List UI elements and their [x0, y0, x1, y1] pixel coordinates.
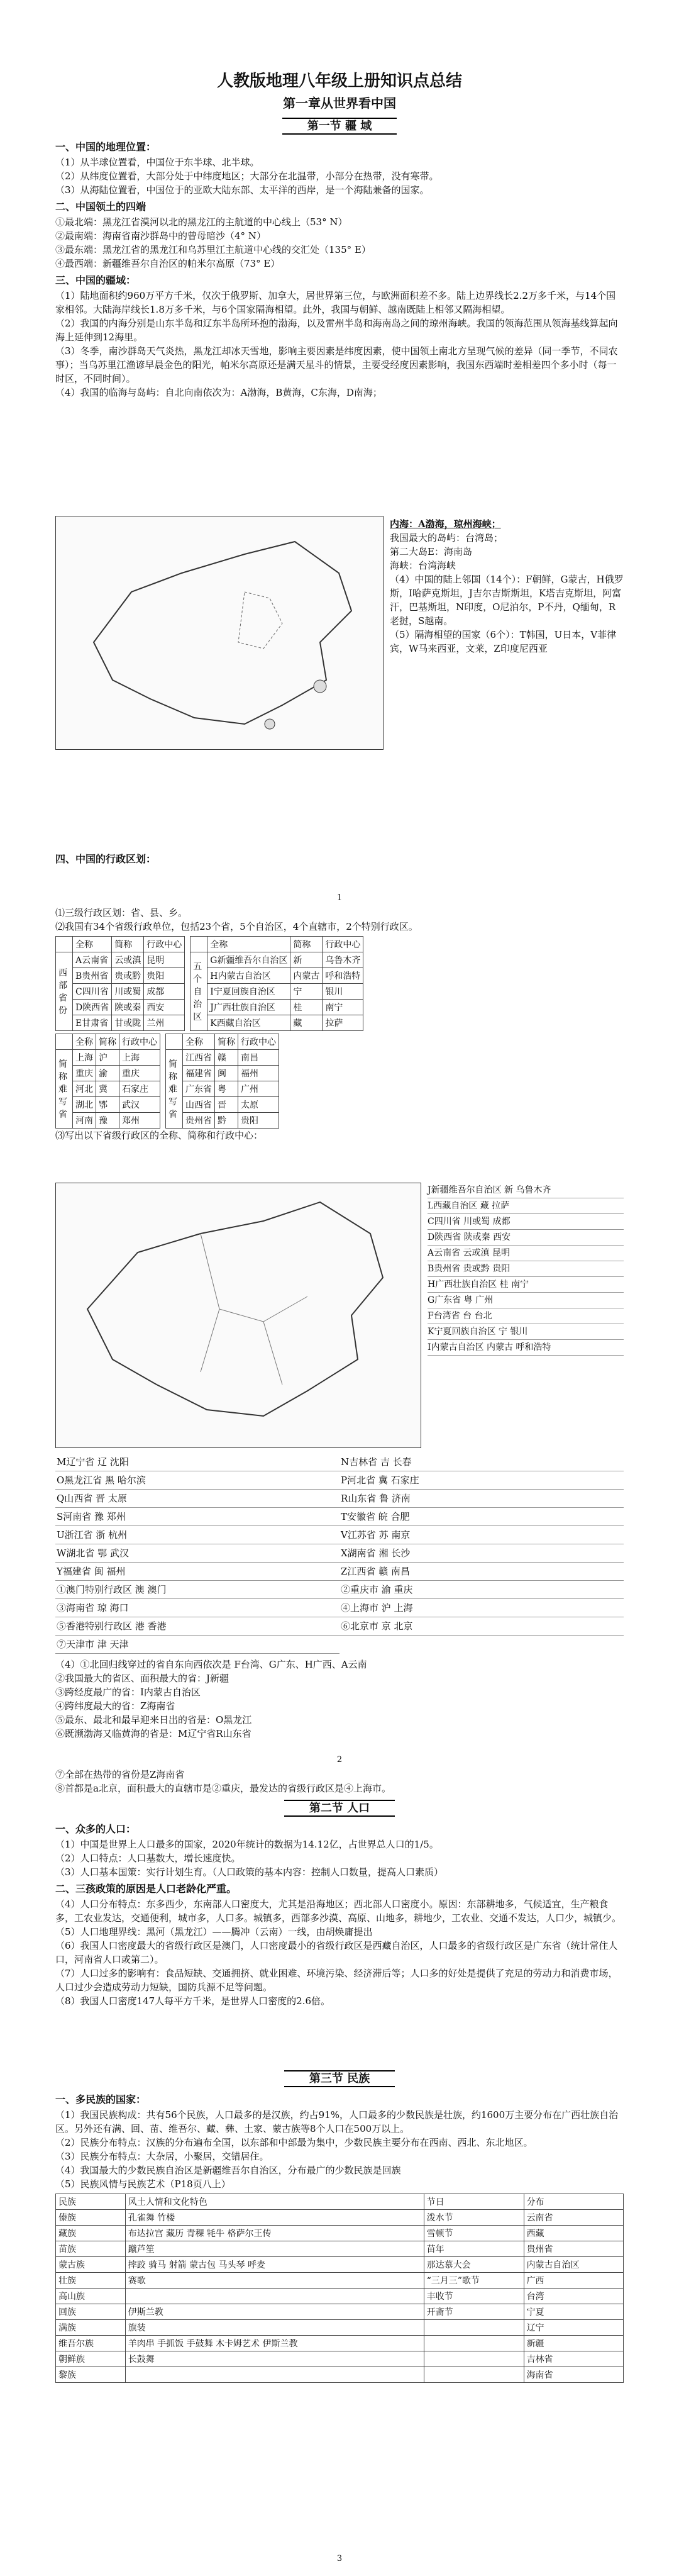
table-cell: H内蒙古自治区	[207, 968, 290, 984]
table-header-cell: 简称	[215, 1034, 238, 1050]
hard-names-table-1	[55, 1034, 160, 1129]
table-header-cell: 节日	[424, 2194, 524, 2210]
table-cell: 渝	[96, 1066, 119, 1081]
table-row	[56, 2336, 624, 2351]
table-cell: 晋	[215, 1097, 238, 1113]
table-cell: 昆明	[144, 952, 185, 968]
table-header-cell: 行政中心	[323, 937, 363, 952]
table-cell: 沪	[96, 1050, 119, 1066]
province-answer-item: ③海南省 琼 海口	[55, 1599, 340, 1617]
tropical-notes: ⑦全部在热带的省份是Z海南省 ⑧首都是a北京，面积最大的直辖市是②重庆，最发达的省级行政区是④上海市。	[55, 1769, 391, 1794]
table-row	[56, 2226, 624, 2241]
table-cell: 粤	[215, 1081, 238, 1097]
table-cell: 内蒙古自治区	[524, 2257, 623, 2273]
table-cell: 回族	[56, 2304, 126, 2320]
table-cell: 湖北	[73, 1097, 96, 1113]
province-answer-item: O黑龙江省 黑 哈尔滨	[55, 1471, 340, 1490]
sea-neighbors-notes: 内海：A渤海，琼州海峡； 我国最大的岛屿：台湾岛； 第二大岛E：海南岛 海峡：台湾海峡 （4）中国的陆上邻国（14个）：F朝鲜，G蒙古，H俄罗斯，I哈萨克斯坦，J吉尔吉斯斯坦，K塔吉克斯坦，阿富汗，巴基斯坦，N印度，O尼泊尔，P不丹，Q缅甸，R老挝，S越南。 （5）隔海相望的国家（6个）：T韩国，U日本，V菲律宾，W马来西亚，文莱，Z印度尼西亚	[390, 518, 624, 654]
table-cell: 海南省	[524, 2367, 623, 2383]
table-cell	[125, 2367, 424, 2383]
table-header-row	[56, 1034, 160, 1050]
table-cell: 吉林省	[524, 2351, 623, 2367]
province-map-icon	[56, 1183, 421, 1447]
table-cell: 川或蜀	[112, 984, 144, 1000]
table-row	[166, 1050, 279, 1066]
table-header-cell: 风土人情和文化特色	[125, 2194, 424, 2210]
table-cell	[125, 2289, 424, 2304]
table-cell: G新疆维吾尔自治区	[207, 952, 290, 968]
table-cell: 西藏	[524, 2226, 623, 2241]
table-corner-cell	[166, 1034, 183, 1050]
table-header-cell: 行政中心	[144, 937, 185, 952]
table-row	[56, 1000, 185, 1015]
admin-block: ⑴三级行政区划：省、县、乡。 ⑵我国有34个省级行政单位，包括23个省，5个自治区，4个直辖市，2个特别行政区。 全称 简称 行政中心 西部省份 A云南省 云或滇 昆明 B贵州省 贵或黔 贵阳 C四川省 川或蜀 成都 D陕西省 陕或秦 西安 E甘肃省 甘或陇 兰州 全称 简称 行政中心 五个自治区 G新疆维吾尔自治区 新 乌鲁木齐 H内蒙古自治区 内蒙古 呼和浩特 I宁夏回族自治区 宁 银川 J广西壮族自治区 桂 南宁 K西藏自治区 藏 拉萨 全称 简称 行政中心 简称难写省 上海 沪 上海 重庆 渝 重庆 河北 冀 石家庄 湖北 鄂 武汉 河南 豫 郑州 全称 简称 行政中心 简称难写省 江西省 赣 南昌 福建省 闽 福州 广东省 粤 广州 山西省 晋 太原 贵州省 黔 贵阳 ⑶写出以下省级行政区的全称、简称和行政中心：	[55, 906, 624, 1142]
table-group-label: 简称难写省	[56, 1050, 73, 1129]
table-cell: 甘或陇	[112, 1015, 144, 1031]
map-key-item: I内蒙古自治区 内蒙古 呼和浩特	[428, 1340, 624, 1356]
table-cell: C四川省	[73, 984, 112, 1000]
table-header-cell: 简称	[96, 1034, 119, 1050]
map-key-item: L西藏自治区 藏 拉萨	[428, 1198, 624, 1214]
table-cell: 孔雀舞 竹楼	[125, 2210, 424, 2226]
table-cell: 陕或秦	[112, 1000, 144, 1015]
table-cell: 赣	[215, 1050, 238, 1066]
table-cell: 江西省	[183, 1050, 215, 1066]
province-answer-item: V江苏省 苏 南京	[340, 1526, 624, 1544]
table-cell: K西藏自治区	[207, 1015, 290, 1031]
province-answer-item: ⑥北京市 京 北京	[340, 1617, 624, 1636]
table-cell: 宁	[290, 984, 323, 1000]
table-cell: 苗年	[424, 2241, 524, 2257]
table-corner-cell	[56, 937, 73, 952]
table-cell: “三月三”歌节	[424, 2273, 524, 2289]
admin-tables	[55, 936, 624, 1031]
table-cell: 苗族	[56, 2241, 126, 2257]
table-cell: 维吾尔族	[56, 2336, 126, 2351]
table-cell: 呼和浩特	[323, 968, 363, 984]
province-answer-item: ⑦天津市 津 天津	[55, 1636, 340, 1654]
province-answer-item: W湖北省 鄂 武汉	[55, 1544, 340, 1563]
province-answer-item: X湖南省 湘 长沙	[340, 1544, 624, 1563]
province-answer-item: Y福建省 闽 福州	[55, 1563, 340, 1581]
table-cell: 贵或黔	[112, 968, 144, 984]
table-cell: 河北	[73, 1081, 96, 1097]
province-answer-item: P河北省 冀 石家庄	[340, 1471, 624, 1490]
table-cell: 重庆	[73, 1066, 96, 1081]
table-cell: 鄂	[96, 1097, 119, 1113]
table-cell: 南宁	[323, 1000, 363, 1015]
table-row	[56, 968, 185, 984]
province-answer-item: ①澳门特别行政区 澳 澳门	[55, 1581, 340, 1599]
table-cell	[424, 2320, 524, 2336]
table-row	[190, 1000, 363, 1015]
ethnic-block: 一、多民族的国家： （1）我国民族构成：共有56个民族，人口最多的是汉族，约占91%，人口最多的少数民族是壮族，约1600万主要分布在广西壮族自治区。另外还有满、回、苗、维吾尔、藏、彝、土家、蒙古族等8个人口在500万以上。 （2）民族分布特点：汉族的分布遍布全国，以东部和中部最为集中，少数民族主要分布在西南、西北、东北地区。 （3）民族分布特点：大杂居，小聚居，交错居住。 （4）我国最大的少数民族自治区是新疆维吾尔自治区，分布最广的少数民族是回族 （5）民族风情与民族艺术（P18页八上） 民族 风土人情和文化特色 节日 分布 傣族 孔雀舞 竹楼 泼水节 云南省 藏族 布达拉宫 藏历 青稞 牦牛 格萨尔王传 雪顿节 西藏 苗族 蹴芦笙 苗年 贵州省 蒙古族 摔跤 骑马 射箭 蒙古包 马头琴 呼麦 那达慕大会 内蒙古自治区 壮族 赛歌 “三月三”歌节 广西 高山族 丰收节 台湾 回族 伊斯兰教 开斋节 宁夏 满族 旗装 辽宁 维吾尔族 羊肉串 手抓饭 手鼓舞 木卡姆艺术 伊斯兰教 新疆 朝鲜族 长鼓舞 吉林省 黎族 海南省	[55, 2090, 624, 2383]
table-cell	[424, 2351, 524, 2367]
table-row	[56, 2289, 624, 2304]
table-cell: 朝鲜族	[56, 2351, 126, 2367]
table-corner-cell	[190, 937, 207, 952]
province-answer-item: S河南省 豫 郑州	[55, 1508, 340, 1526]
table-row	[166, 1097, 279, 1113]
map-key-item: C四川省 川或蜀 成都	[428, 1214, 624, 1230]
hard-names-table-2	[165, 1034, 279, 1129]
table-cell: 广东省	[183, 1081, 215, 1097]
table-header-cell: 全称	[73, 937, 112, 952]
table-header-cell: 民族	[56, 2194, 126, 2210]
table-cell: 雪顿节	[424, 2226, 524, 2241]
table-cell: 那达慕大会	[424, 2257, 524, 2273]
table-cell: 开斋节	[424, 2304, 524, 2320]
table-corner-cell	[56, 1034, 73, 1050]
west-provinces-table	[55, 936, 185, 1031]
table-cell: 丰收节	[424, 2289, 524, 2304]
table-row	[56, 2257, 624, 2273]
table-cell: D陕西省	[73, 1000, 112, 1015]
table-cell: 宁夏	[524, 2304, 623, 2320]
table-cell: 贵阳	[238, 1113, 279, 1129]
table-cell: 新疆	[524, 2336, 623, 2351]
autonomous-regions-table	[190, 936, 363, 1031]
table-cell: 蹴芦笙	[125, 2241, 424, 2257]
table-cell: I宁夏回族自治区	[207, 984, 290, 1000]
table-cell: 桂	[290, 1000, 323, 1015]
table-cell: 河南	[73, 1113, 96, 1129]
table-row	[56, 2210, 624, 2226]
table-group-label: 西部省份	[56, 952, 73, 1031]
table-cell: 云南省	[524, 2210, 623, 2226]
table-cell: A云南省	[73, 952, 112, 968]
table-cell	[424, 2336, 524, 2351]
table-header-cell: 行政中心	[119, 1034, 160, 1050]
table-cell: 上海	[73, 1050, 96, 1066]
table-row	[190, 968, 363, 984]
table-cell: 黎族	[56, 2367, 126, 2383]
table-row	[56, 2304, 624, 2320]
table-group-label: 简称难写省	[166, 1050, 183, 1129]
table-cell: 南昌	[238, 1050, 279, 1066]
table-cell: 满族	[56, 2320, 126, 2336]
table-row	[56, 984, 185, 1000]
page-number-2: 2	[336, 1755, 343, 1765]
table-header-cell: 简称	[112, 937, 144, 952]
table-cell: 内蒙古	[290, 968, 323, 984]
table-cell	[424, 2367, 524, 2383]
table-header-cell: 简称	[290, 937, 323, 952]
table-cell: 高山族	[56, 2289, 126, 2304]
table-header-cell: 全称	[73, 1034, 96, 1050]
map-key-item: J新疆维吾尔自治区 新 乌鲁木齐	[428, 1183, 624, 1198]
table-cell: 伊斯兰教	[125, 2304, 424, 2320]
map-key-item: F台湾省 台 台北	[428, 1308, 624, 1324]
table-header-cell: 全称	[207, 937, 290, 952]
table-row	[166, 1066, 279, 1081]
table-cell: 藏	[290, 1015, 323, 1031]
table-cell: 山西省	[183, 1097, 215, 1113]
chapter-title: 第一章从世界看中国	[283, 96, 396, 111]
table-row	[166, 1081, 279, 1097]
table-cell: 台湾	[524, 2289, 623, 2304]
table-cell: B贵州省	[73, 968, 112, 984]
province-answer-item: R山东省 鲁 济南	[340, 1490, 624, 1508]
table-cell: 新	[290, 952, 323, 968]
table-cell: 西安	[144, 1000, 185, 1015]
table-row	[56, 2351, 624, 2367]
table-row	[56, 2367, 624, 2383]
section-title-3: 第三节 民族	[0, 2070, 679, 2086]
table-header-row	[56, 937, 185, 952]
table-cell: 黔	[215, 1113, 238, 1129]
province-answer-item: ⑤香港特别行政区 港 香港	[55, 1617, 340, 1636]
table-cell: 泼水节	[424, 2210, 524, 2226]
table-cell: 广西	[524, 2273, 623, 2289]
table-cell: 闽	[215, 1066, 238, 1081]
province-answer-item: ②重庆市 渝 重庆	[340, 1581, 624, 1599]
table-row	[56, 952, 185, 968]
table-cell: 冀	[96, 1081, 119, 1097]
table-header-row	[190, 937, 363, 952]
province-answer-item: M辽宁省 辽 沈阳	[55, 1453, 340, 1471]
table-cell: 郑州	[119, 1113, 160, 1129]
map-answer-keys	[428, 1183, 624, 1356]
table-header-cell: 行政中心	[238, 1034, 279, 1050]
table-cell: J广西壮族自治区	[207, 1000, 290, 1015]
province-answers: M辽宁省 辽 沈阳 N吉林省 吉 长春 O黑龙江省 黑 哈尔滨 P河北省 冀 石家庄 Q山西省 晋 太原 R山东省 鲁 济南 S河南省 豫 郑州 T安徽省 皖 合肥 U浙江省 浙 杭州 V江苏省 苏 南京 W湖北省 鄂 武汉 X湖南省 湘 长沙 Y福建省 闽 福州 Z江西省 赣 南昌 ①澳门特别行政区 澳 澳门 ②重庆市 渝 重庆 ③海南省 琼 海口 ④上海市 沪 上海 ⑤香港特别行政区 港 香港 ⑥北京市 京 北京 ⑦天津市 津 天津 （4）①北回归线穿过的省自东向西依次是 F台湾、G广东、H广西、A云南 ②我国最大的省区、面积最大的省：J新疆 ③跨经度最广的省：I内蒙古自治区 ④跨纬度最大的省：Z海南省 ⑤最东、最北和最早迎来日出的省是：O黑龙江 ⑥既濒渤海又临黄海的省是：M辽宁省R山东省	[55, 1453, 624, 1741]
table-header-row	[56, 2194, 624, 2210]
table-row	[56, 1050, 160, 1066]
table-cell: 福建省	[183, 1066, 215, 1081]
china-provinces-map	[55, 1183, 421, 1448]
table-row	[190, 952, 363, 968]
table-cell: 赛歌	[125, 2273, 424, 2289]
table-cell: 福州	[238, 1066, 279, 1081]
table-cell: 傣族	[56, 2210, 126, 2226]
table-cell: 贵州省	[183, 1113, 215, 1129]
table-cell: E甘肃省	[73, 1015, 112, 1031]
table-cell: 成都	[144, 984, 185, 1000]
admin-heading: 四、中国的行政区划：	[55, 853, 157, 865]
table-cell: 上海	[119, 1050, 160, 1066]
table-row	[56, 2241, 624, 2257]
table-cell: 广州	[238, 1081, 279, 1097]
map-outline-icon	[56, 516, 383, 749]
table-cell: 武汉	[119, 1097, 160, 1113]
table-cell: 石家庄	[119, 1081, 160, 1097]
table-cell: 拉萨	[323, 1015, 363, 1031]
table-cell: 羊肉串 手抓饭 手鼓舞 木卡姆艺术 伊斯兰教	[125, 2336, 424, 2351]
section-title-2: 第二节 人口	[0, 1799, 679, 1815]
map-key-item: D陕西省 陕或秦 西安	[428, 1230, 624, 1246]
table-row	[190, 984, 363, 1000]
map-key-item: G广东省 粤 广州	[428, 1293, 624, 1308]
ethnic-customs-table	[55, 2194, 624, 2383]
table-cell: 豫	[96, 1113, 119, 1129]
table-cell: 旗装	[125, 2320, 424, 2336]
table-cell: 藏族	[56, 2226, 126, 2241]
table-cell: 贵阳	[144, 968, 185, 984]
table-cell: 兰州	[144, 1015, 185, 1031]
china-neighbors-map	[55, 516, 384, 750]
province-answer-item: ④上海市 沪 上海	[340, 1599, 624, 1617]
table-group-label: 五个自治区	[190, 952, 207, 1031]
table-cell: 乌鲁木齐	[323, 952, 363, 968]
table-row	[56, 2273, 624, 2289]
map-key-item: K宁夏回族自治区 宁 银川	[428, 1324, 624, 1340]
page-number-1: 1	[336, 893, 343, 903]
table-header-cell: 全称	[183, 1034, 215, 1050]
table-cell: 贵州省	[524, 2241, 623, 2257]
province-answer-item: Q山西省 晋 太原	[55, 1490, 340, 1508]
table-cell: 辽宁	[524, 2320, 623, 2336]
section-title-1: 第一节 疆 域	[0, 117, 679, 133]
table-cell: 蒙古族	[56, 2257, 126, 2273]
map-key-item: H广西壮族自治区 桂 南宁	[428, 1277, 624, 1293]
table-cell: 太原	[238, 1097, 279, 1113]
location-block: 一、中国的地理位置： （1）从半球位置看，中国位于东半球、北半球。 （2）从纬度位置看，大部分处于中纬度地区；大部分在北温带，小部分在热带，没有寒带。 （3）从海陆位置看，中国位于的亚欧大陆东部、太平洋的西岸，是一个海陆兼备的国家。 二、中国领土的四端 ①最北端：黑龙江省漠河以北的黑龙江的主航道的中心线上（53° N） ②最南端：海南省南沙群岛中的曾母暗沙（4° N） ③最东端：黑龙江省的黑龙江和乌苏里江主航道中心线的交汇处（135° E） ④最西端：新疆维吾尔自治区的帕米尔高原（73° E） 三、中国的疆域： （1）陆地面积约960万平方千米，仅次于俄罗斯、加拿大，居世界第三位，与欧洲面积差不多。陆上边界线长2.2万多千米，与14个国家相邻。大陆海岸线长1.8万多千米，与6个国家隔海相望。此外，我国与朝鲜、越南既陆上相邻又隔海相望。 （2）我国的内海分别是山东半岛和辽东半岛所环抱的渤海，以及雷州半岛和海南岛之间的琼州海峡。我国的领海范围从领海基线算起向海上延伸到12海里。 （3）冬季，南沙群岛天气炎热，黑龙江却冰天雪地，影响主要因素是纬度因素，使中国领土南北方呈现气候的差异（同一季节，不同农事）；当乌苏里江渔谚早晨金色的阳光，帕米尔高原还是满天星斗的情景，主要受经度因素影响，我国东西端时差相差四个多小时（每一时区，不同时间）。 （4）我国的临海与岛屿：自北向南依次为：A渤海，B黄海，C东海，D南海；	[55, 141, 618, 398]
table-cell: 云或滇	[112, 952, 144, 968]
table-row	[56, 1015, 185, 1031]
doc-title: 人教版地理八年级上册知识点总结	[216, 72, 462, 91]
page-number-3: 3	[336, 2554, 343, 2563]
table-cell: 长鼓舞	[125, 2351, 424, 2367]
province-answer-item: U浙江省 浙 杭州	[55, 1526, 340, 1544]
hard-names-tables	[55, 1034, 624, 1129]
table-row	[56, 2320, 624, 2336]
map-key-item: A云南省 云或滇 昆明	[428, 1246, 624, 1261]
table-cell: 重庆	[119, 1066, 160, 1081]
table-row	[190, 1015, 363, 1031]
province-answer-grid	[55, 1453, 624, 1654]
province-answer-item: T安徽省 皖 合肥	[340, 1508, 624, 1526]
table-header-row	[166, 1034, 279, 1050]
table-cell: 银川	[323, 984, 363, 1000]
table-row	[166, 1113, 279, 1129]
province-answer-item: Z江西省 赣 南昌	[340, 1563, 624, 1581]
table-header-cell: 分布	[524, 2194, 623, 2210]
population-block: 一、众多的人口： （1）中国是世界上人口最多的国家，2020年统计的数据为14.12亿，占世界总人口的1/5。 （2）人口特点：人口基数大，增长速度快。 （3）人口基本国策：实行计划生育。（人口政策的基本内容：控制人口数量，提高人口素质） 二、三孩政策的原因是人口老龄化严重。 （4）人口分布特点：东多西少，东南部人口密度大，尤其是沿海地区；西北部人口密度小。原因：东部耕地多，气候适宜，生产粮食多，工农业发达，交通便利，城市多，人口多。城镇多，西部多沙漠、高原、山地多，耕地少，工农业、交通不发达，人口少，城镇少。 （5）人口地理界线：黑河（黑龙江）——腾冲（云南）一线，由胡焕庸提出 （6）我国人口密度最大的省级行政区是澳门，人口密度最小的省级行政区是西藏自治区，人口最多的省级行政区是广东省（统计常住人口，河南省人口或第二）。 （7）人口过多的影响有：食品短缺、交通拥挤、就业困难、环境污染、经济滞后等；人口多的好处是提供了充足的劳动力和消费市场，人口过少会造成劳动力短缺，国防兵源不足等问题。 （8）我国人口密度147人每平方千米，是世界人口密度的2.6倍。	[55, 1823, 622, 2007]
map-key-item: B贵州省 贵或黔 贵阳	[428, 1261, 624, 1277]
table-cell: 布达拉宫 藏历 青稞 牦牛 格萨尔王传	[125, 2226, 424, 2241]
table-cell: 摔跤 骑马 射箭 蒙古包 马头琴 呼麦	[125, 2257, 424, 2273]
province-answer-item: N吉林省 吉 长春	[340, 1453, 624, 1471]
table-cell: 壮族	[56, 2273, 126, 2289]
